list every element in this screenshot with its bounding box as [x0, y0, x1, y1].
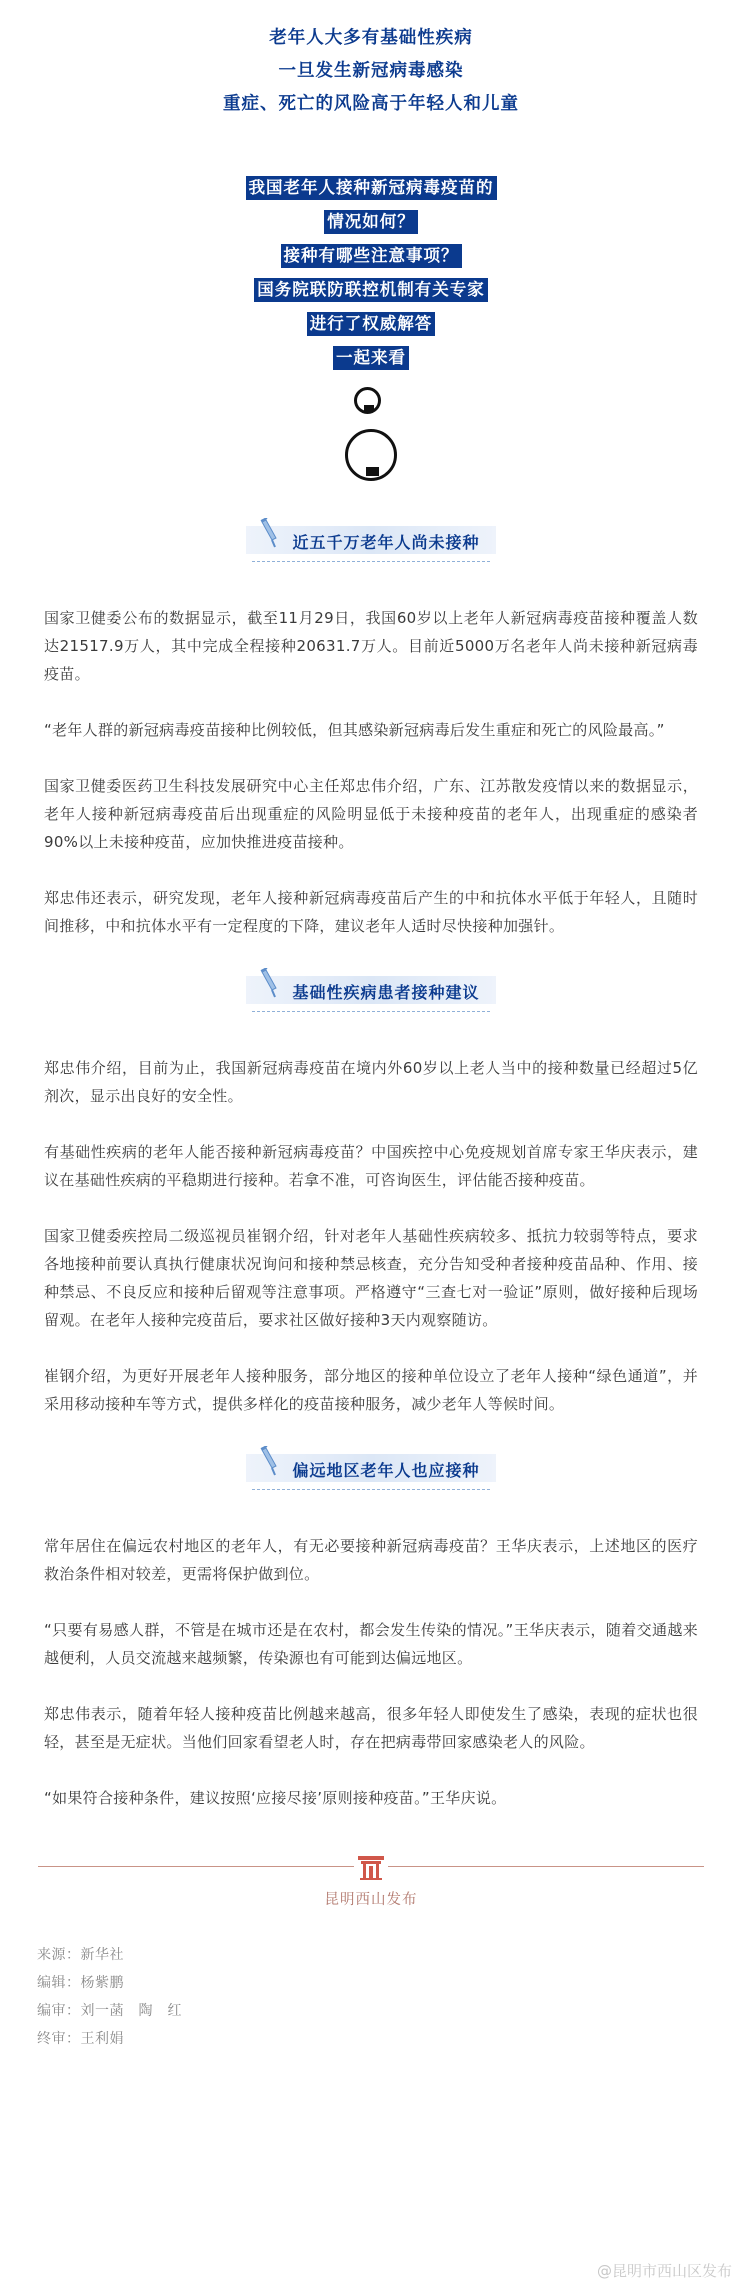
section-header-2: [246, 968, 496, 1012]
paragraph: 郑忠伟表示，随着年轻人接种疫苗比例越来越高，很多年轻人即使发生了感染，表现的症状也很轻，甚至是无症状。当他们回家看望老人时，存在把病毒带回家感染老人的风险。: [44, 1705, 698, 1751]
highlight-line-4: 国务院联防联控机制有关专家: [254, 278, 488, 302]
section-title-1: 近五千万老年人尚未接种: [292, 533, 480, 552]
paragraph: “老年人群的新冠病毒疫苗接种比例较低，但其感染新冠病毒后发生重症和死亡的风险最高。”: [44, 721, 665, 739]
credit-editor: 编辑：杨紫鹏: [37, 1975, 124, 1991]
highlight-line-6: 一起来看: [333, 346, 409, 370]
paragraph: “如果符合接种条件，建议按照‘应接尽接’原则接种疫苗。”王华庆说。: [44, 1789, 507, 1807]
paragraph: 国家卫健委医药卫生科技发展研究中心主任郑忠伟介绍，广东、江苏散发疫情以来的数据显示，老年人接种新冠病毒疫苗后出现重症的风险明显低于未接种疫苗的老年人，出现重症的感染者90%以上未接种疫苗，应加快推进疫苗接种。: [44, 777, 698, 851]
intro-line-1: 老年人大多有基础性疾病: [269, 28, 473, 48]
gate-logo-icon: [354, 1852, 388, 1882]
intro-line-2: 一旦发生新冠病毒感染: [278, 61, 464, 81]
section-title-2: 基础性疾病患者接种建议: [292, 983, 480, 1002]
highlight-line-2: 情况如何？: [324, 210, 418, 234]
paragraph: 郑忠伟还表示，研究发现，老年人接种新冠病毒疫苗后产生的中和抗体水平低于年轻人，且随时间推移，中和抗体水平有一定程度的下降，建议老年人适时尽快接种加强针。: [44, 889, 698, 935]
section-body-2: [0, 1054, 742, 1418]
section-title-3: 偏远地区老年人也应接种: [292, 1461, 480, 1480]
intro: [0, 22, 742, 121]
paragraph: 国家卫健委公布的数据显示，截至11月29日，我国60岁以上老年人新冠病毒疫苗接种覆盖人数达21517.9万人，其中完成全程接种20631.7万人。目前近5000万名老年人尚未接种新冠病毒疫苗。: [44, 609, 698, 683]
publisher-name: 昆明西山发布: [324, 1892, 418, 1908]
section-header-3: [246, 1446, 496, 1490]
credit-final-reviewer: 终审：王利娟: [37, 2031, 124, 2047]
highlight-line-5: 进行了权威解答: [307, 312, 436, 336]
highlight-block: [0, 171, 742, 375]
credit-reviewer: 编审：刘一菡 陶 红: [37, 2003, 182, 2019]
highlight-line-3: 接种有哪些注意事项？: [281, 244, 462, 268]
large-ring-icon: [345, 429, 397, 481]
footer-divider: [38, 1852, 704, 1882]
paragraph: 崔钢介绍，为更好开展老年人接种服务，部分地区的接种单位设立了老年人接种“绿色通道”，并采用移动接种车等方式，提供多样化的疫苗接种服务，减少老年人等候时间。: [44, 1367, 698, 1413]
decorative-rings: [0, 375, 742, 500]
credit-source: 来源：新华社: [37, 1947, 124, 1963]
paragraph: 郑忠伟介绍，目前为止，我国新冠病毒疫苗在境内外60岁以上老人当中的接种数量已经超过5亿剂次，显示出良好的安全性。: [44, 1059, 698, 1105]
paragraph: 常年居住在偏远农村地区的老年人，有无必要接种新冠病毒疫苗？王华庆表示，上述地区的医疗救治条件相对较差，更需将保护做到位。: [44, 1537, 698, 1583]
intro-line-3: 重症、死亡的风险高于年轻人和儿童: [223, 94, 519, 114]
section-body-3: [0, 1532, 742, 1812]
paragraph: “只要有易感人群，不管是在城市还是在农村，都会发生传染的情况。”王华庆表示，随着交通越来越便利，人员交流越来越频繁，传染源也有可能到达偏远地区。: [44, 1621, 698, 1667]
watermark: @昆明市西山区发布: [596, 2262, 732, 2280]
paragraph: 国家卫健委疾控局二级巡视员崔钢介绍，针对老年人基础性疾病较多、抵抗力较弱等特点，要求各地接种前要认真执行健康状况询问和接种禁忌核查，充分告知受种者接种疫苗品种、作用、接种禁忌、不良反应和接种后留观等注意事项。严格遵守“三查七对一验证”原则，做好接种后现场留观。在老年人接种完疫苗后，要求社区做好接种3天内观察随访。: [44, 1227, 698, 1329]
section-body-1: [0, 604, 742, 940]
paragraph: 有基础性疾病的老年人能否接种新冠病毒疫苗？中国疾控中心免疫规划首席专家王华庆表示，建议在基础性疾病的平稳期进行接种。若拿不准，可咨询医生，评估能否接种疫苗。: [44, 1143, 698, 1189]
small-ring-icon: [354, 387, 381, 414]
credits: [0, 1941, 742, 2053]
section-header-1: [246, 518, 496, 562]
highlight-line-1: 我国老年人接种新冠病毒疫苗的: [246, 176, 497, 200]
